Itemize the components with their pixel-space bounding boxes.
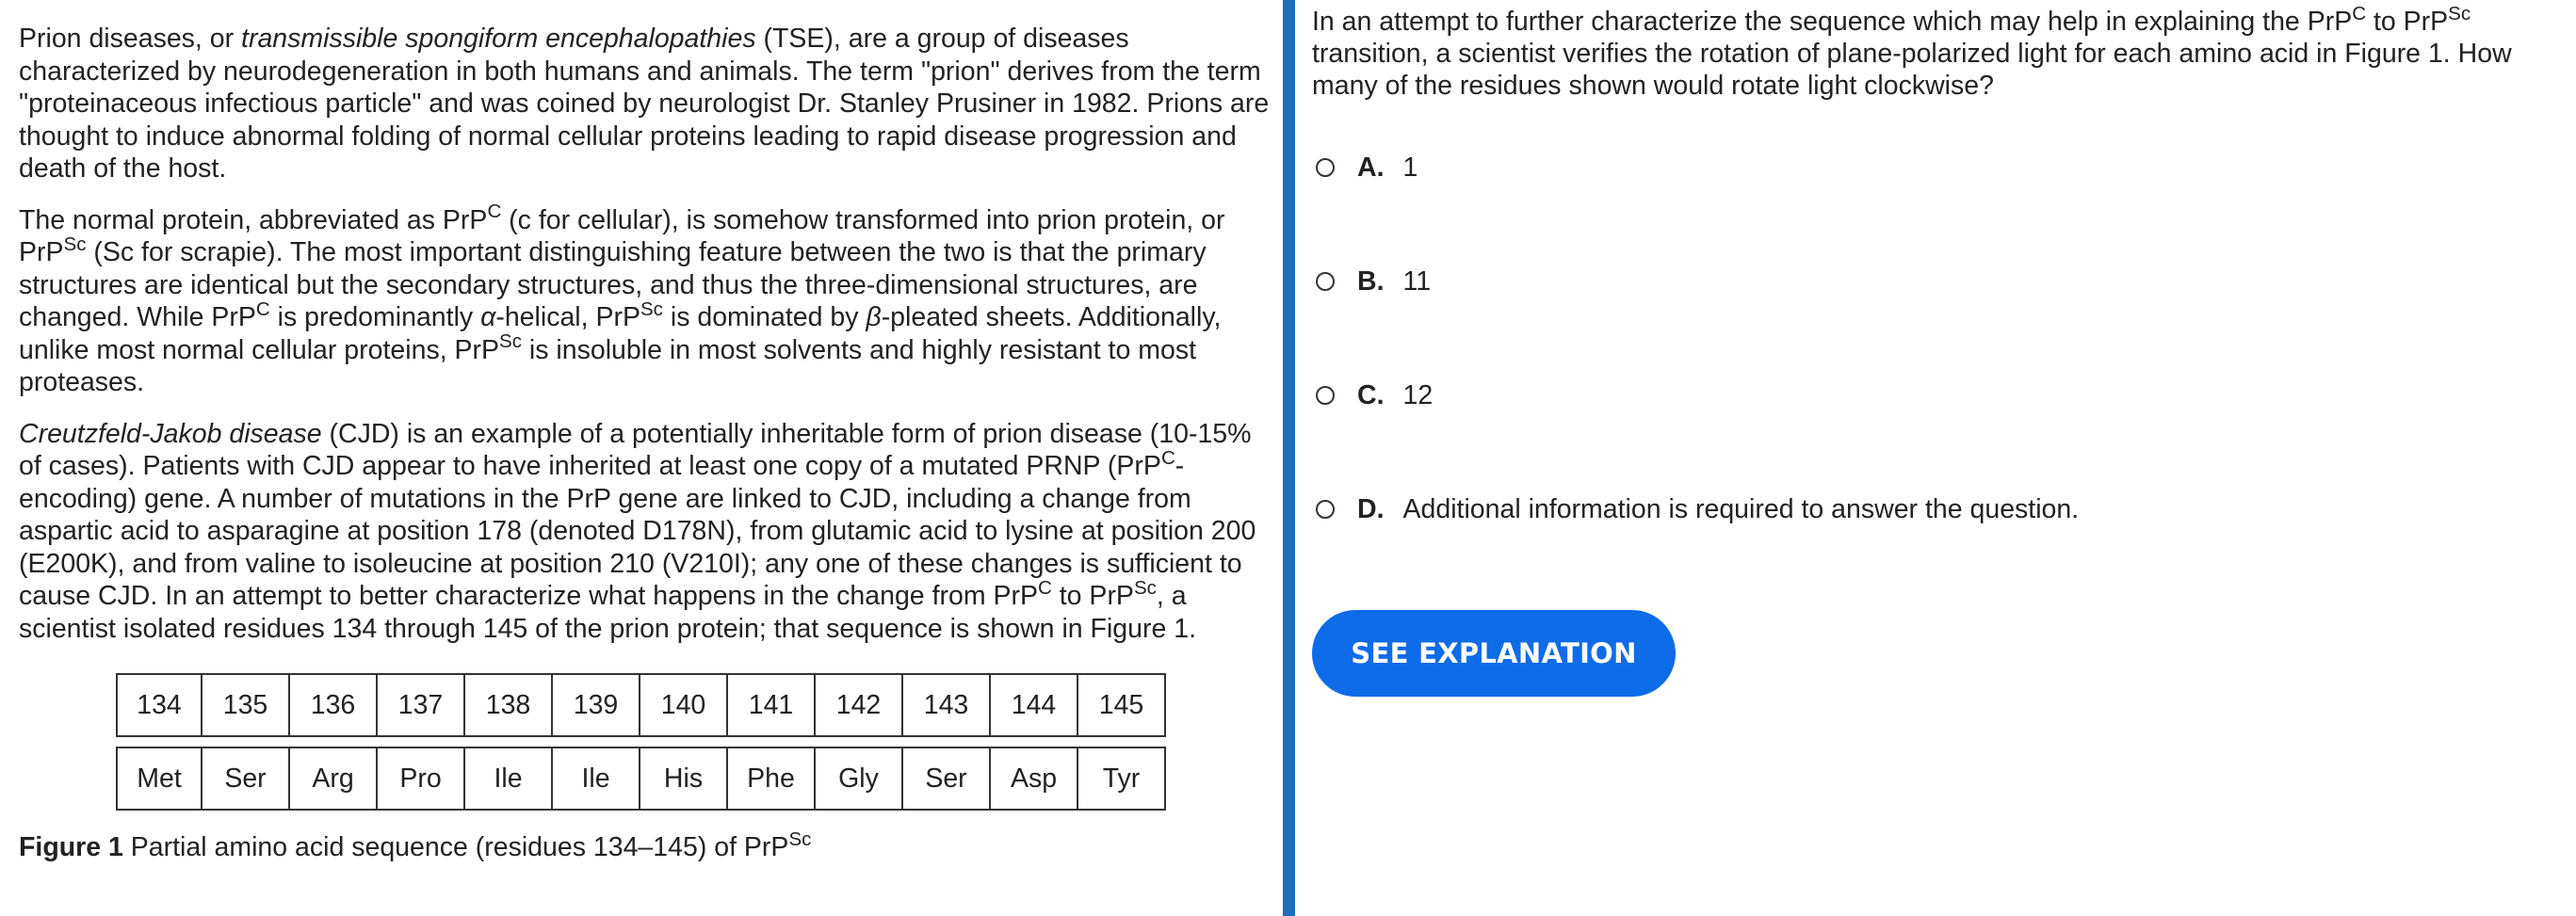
text: transition, a scientist verifies the rotation of plane-polarized light for each amino acid in Figure 1. How many of the residues shown would rotate light clockwise?: [1312, 39, 2512, 101]
text: (c for cellular), is somehow transformed into prion protein, or PrP: [19, 204, 1225, 267]
emphasis: β: [866, 302, 882, 332]
text: In an attempt to further characterize the sequence which may help in explaining the PrP: [1312, 7, 2353, 37]
superscript: Sc: [640, 297, 663, 320]
position-cell: 138: [463, 673, 551, 737]
superscript: C: [1038, 576, 1052, 599]
residue-cell: Ile: [551, 747, 639, 811]
text: is dominated by: [662, 302, 867, 332]
text: (TSE), are a group of diseases characterized by neurodegeneration in both humans and animals. The term "prion" derives from the term "proteinaceous infectious particle" and was coined by neurologist Dr. Stanley Prusiner in 1982. Prions are thought to induce abnormal folding of normal cellular proteins leading to rapid disease progression and death of the host.: [19, 24, 1270, 184]
superscript: C: [255, 297, 270, 320]
question-stem: [1312, 2, 2546, 102]
residue-cell: Met: [116, 747, 201, 811]
superscript: Sc: [63, 233, 87, 255]
text: to PrP: [2366, 7, 2449, 37]
residue-cell: His: [639, 747, 726, 811]
radio-button[interactable]: [1316, 272, 1335, 291]
option-text: Additional information is required to answer the question.: [1402, 494, 2080, 524]
question-pane: [1312, 2, 2546, 669]
figure-caption: [19, 828, 1272, 864]
answer-option-a[interactable]: [1312, 149, 2546, 186]
position-cell: 134: [116, 673, 201, 737]
position-cell: 139: [551, 673, 639, 737]
superscript: Sc: [499, 330, 522, 353]
option-letter: A.: [1357, 153, 1385, 183]
text: (Sc for scrapie). The most important distinguishing feature between the two is that the primary structures are identical but the secondary structures, and thus the three-dimensional structures, are changed. While PrP: [19, 237, 1207, 332]
position-cell: 135: [201, 673, 288, 737]
text: The normal protein, abbreviated as PrP: [19, 204, 488, 235]
radio-button[interactable]: [1316, 386, 1335, 405]
superscript: Sc: [1133, 576, 1157, 599]
position-cell: 137: [376, 673, 463, 737]
position-cell: 145: [1077, 673, 1166, 737]
text: -encoding) gene. A number of mutations in the PrP gene are linked to CJD, including a change from aspartic acid to asparagine at position 178 (denoted D178N), from glutamic acid to lysine at position 200 (E200K), and from valine to isoleucine at position 210 (V210I); any one of these changes is sufficient to cause CJD. In an attempt to better characterize what happens in the change from PrP: [19, 451, 1256, 611]
position-cell: 136: [288, 673, 376, 737]
text: (CJD) is an example of a potentially inheritable form of prion disease (10-15% of cases). Patients with CJD appear to have inherited at least one copy of a mutated PRNP (PrP: [19, 418, 1252, 481]
residue-cell: Ser: [201, 747, 288, 811]
passage-paragraph-1: [19, 23, 1272, 185]
text: , a scientist isolated residues 134 through 145 of the prion protein; that sequence is shown in Figure 1.: [19, 581, 1197, 644]
superscript: Sc: [788, 828, 812, 850]
answer-option-c[interactable]: [1312, 377, 2546, 414]
residue-cell: Pro: [376, 747, 463, 811]
text: is predominantly: [269, 302, 481, 332]
residue-cell: Tyr: [1077, 747, 1166, 811]
position-cell: 141: [726, 673, 814, 737]
position-cell: 143: [901, 673, 989, 737]
residue-cell: Arg: [288, 747, 376, 811]
text: -pleated sheets. Additionally, unlike most normal cellular proteins, PrP: [19, 302, 1222, 365]
caption-text: Partial amino acid sequence (residues 134–145) of PrP: [122, 832, 789, 862]
answer-option-d[interactable]: [1312, 490, 2546, 528]
passage-paragraph-3: [19, 418, 1272, 646]
radio-button[interactable]: [1316, 158, 1335, 177]
residue-cell: Phe: [726, 747, 814, 811]
pane-divider: [1283, 0, 1295, 916]
text: to PrP: [1051, 581, 1134, 611]
emphasis: transmissible spongiform encephalopathies: [241, 24, 756, 54]
residue-cell: Ser: [901, 747, 989, 811]
option-text: 11: [1402, 266, 1432, 297]
passage-paragraph-2: [19, 201, 1272, 399]
superscript: Sc: [2448, 2, 2471, 24]
text: is insoluble in most solvents and highly resistant to most proteases.: [19, 334, 1197, 397]
position-cell: 142: [814, 673, 901, 737]
position-cell: 144: [989, 673, 1077, 737]
residue-row: [116, 747, 1166, 811]
residue-cell: Ile: [463, 747, 551, 811]
residue-cell: Asp: [989, 747, 1077, 811]
superscript: C: [487, 201, 502, 223]
position-cell: 140: [639, 673, 726, 737]
option-letter: D.: [1357, 494, 1385, 524]
answer-options: [1312, 149, 2546, 528]
emphasis: Creutzfeld-Jakob disease: [19, 418, 322, 449]
sequence-table: [116, 664, 1166, 820]
text: Prion diseases, or: [19, 24, 242, 54]
emphasis: α: [480, 302, 496, 332]
option-letter: C.: [1357, 380, 1385, 410]
option-letter: B.: [1357, 266, 1385, 297]
option-text: 12: [1402, 380, 1434, 410]
superscript: C: [1160, 446, 1175, 469]
radio-button[interactable]: [1316, 500, 1335, 519]
option-text: 1: [1402, 153, 1418, 183]
superscript: C: [2352, 2, 2367, 24]
passage-pane: [19, 23, 1272, 864]
position-row: [116, 673, 1166, 737]
figure-label: Figure 1: [19, 832, 123, 862]
residue-cell: Gly: [814, 747, 901, 811]
see-explanation-button[interactable]: SEE EXPLANATION: [1312, 610, 1676, 697]
answer-option-b[interactable]: [1312, 263, 2546, 300]
text: -helical, PrP: [495, 302, 640, 332]
